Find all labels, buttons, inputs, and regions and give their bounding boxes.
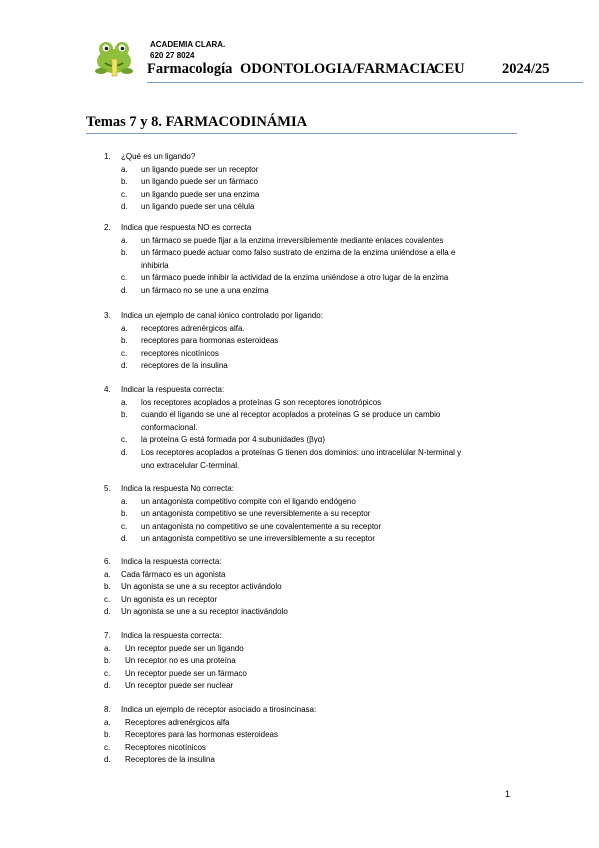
academy-contact <box>150 39 225 61</box>
option-text: Un agonista se une a su receptor activándolo <box>121 582 282 592</box>
option-text: receptores nicotínicos <box>141 348 219 358</box>
option-text: Receptores para las hormonas esteroideas <box>125 730 278 740</box>
academy-logo-frog <box>93 37 135 77</box>
option-letter: d. <box>121 286 128 295</box>
option-text: Receptores de la insulina <box>125 755 215 765</box>
option-text: un antagonista competitivo compite con el ligando endógeno <box>141 496 356 506</box>
option-letter: a. <box>121 496 128 506</box>
option-text: conformacional. <box>141 422 198 432</box>
option-letter: c. <box>104 594 111 604</box>
option-text: la proteína G está formada por 4 subunidades (βγα) <box>141 435 325 445</box>
option-letter: c. <box>121 189 128 199</box>
option-letter: c. <box>121 348 128 358</box>
option-letter: b. <box>121 410 128 420</box>
option-text: un ligando puede ser un receptor <box>141 164 259 174</box>
question-number: 2. <box>104 223 111 232</box>
option-text: cuando el ligando se une al receptor acoplados a proteínas G se produce un cambio <box>141 410 441 420</box>
option-text: receptores de la insulina <box>141 361 228 371</box>
option-text: Un agonista es un receptor <box>121 594 218 604</box>
option-letter: a. <box>121 164 128 174</box>
academy-name: ACADEMIA CLARA. <box>150 40 226 49</box>
question-text: Indica la respuesta correcta: <box>121 557 222 566</box>
option-text: un fármaco puede inhibir la actividad de la enzima uniéndose a otro lugar de la enzima <box>141 273 449 283</box>
option-letter: a. <box>121 235 128 245</box>
option-text: un fármaco no se une a una enzima <box>141 286 269 295</box>
option-text: Un receptor no es una proteína <box>125 656 236 666</box>
option-letter: b. <box>121 509 128 519</box>
option-text: Un receptor puede ser nuclear <box>125 681 234 691</box>
question-text: Indica la respuesta correcta: <box>121 631 222 640</box>
option-text: receptores adrenérgicos alfa. <box>141 323 245 333</box>
option-letter: d. <box>104 755 111 765</box>
option-text: los receptores acoplados a proteínas G son receptores ionotrópicos <box>141 397 382 407</box>
question-text: Indica un ejemplo de canal iónico controlado por ligando: <box>121 311 323 320</box>
option-letter: a. <box>104 717 111 727</box>
option-text: Receptores adrenérgicos alfa <box>125 717 230 727</box>
option-text: Un agonista se une a su receptor inactivándolo <box>121 607 288 617</box>
question-text: ¿Qué es un ligando? <box>121 152 196 161</box>
option-letter: c. <box>121 273 128 283</box>
page-title: Temas 7 y 8. FARMACODINÁMIA <box>86 114 308 130</box>
page-number: 1 <box>505 789 511 799</box>
question-number: 4. <box>104 385 111 394</box>
option-letter: a. <box>121 397 128 407</box>
question-number: 3. <box>104 311 111 320</box>
subject-label: Farmacología <box>147 61 233 77</box>
title-divider <box>86 133 517 134</box>
header-divider <box>147 82 583 83</box>
option-letter: d. <box>121 202 128 212</box>
option-letter: b. <box>121 177 128 187</box>
option-letter: a. <box>104 643 111 653</box>
option-letter: b. <box>121 336 128 346</box>
question-number: 8. <box>104 705 111 714</box>
option-text: Un receptor puede ser un ligando <box>125 643 244 653</box>
question-number: 6. <box>104 557 111 566</box>
question-number: 1. <box>104 152 111 161</box>
year-label: 2024/25 <box>502 61 550 77</box>
option-letter: b. <box>104 730 111 740</box>
question-text: Indica un ejemplo de receptor asociado a tirosincinasa: <box>121 705 317 714</box>
option-text: un antagonista competitivo se une reversiblemente a su receptor <box>141 509 371 519</box>
option-letter: b. <box>104 656 111 666</box>
option-letter: d. <box>104 681 111 691</box>
option-text: un fármaco se puede fijar a la enzima irreversiblemente mediante enlaces covalentes <box>141 235 444 245</box>
university-label: CEU <box>434 61 465 77</box>
option-letter: a. <box>104 569 111 579</box>
option-text: Receptores nicotínicos <box>125 742 206 752</box>
question-number: 7. <box>104 631 111 640</box>
degree-label: ODONTOLOGIA/FARMACIA <box>240 61 437 77</box>
option-text: un fármaco puede actuar como falso sustrato de enzima de la enzima uniéndose a ella e <box>141 248 456 258</box>
option-letter: c. <box>104 742 111 752</box>
option-letter: d. <box>104 607 111 617</box>
option-text: Los receptores acoplados a proteínas G tienen dos dominios: uno intracelular N-terminal y <box>141 448 462 457</box>
option-text: Cada fármaco es un agonista <box>121 569 226 579</box>
option-letter: c. <box>121 521 128 531</box>
option-letter: d. <box>121 534 128 544</box>
option-letter: c. <box>121 435 128 445</box>
option-text: un ligando puede ser una enzima <box>141 189 260 199</box>
option-letter: b. <box>121 248 128 258</box>
option-letter: d. <box>121 361 128 371</box>
question-number: 5. <box>104 484 111 493</box>
question-text: Indicar la respuesta correcta: <box>121 385 225 394</box>
question-text: Indica que respuesta NO es correcta <box>121 223 252 232</box>
option-text: un ligando puede ser un fármaco <box>141 177 258 187</box>
option-text: un antagonista competitivo se une irreversiblemente a su receptor <box>141 534 375 544</box>
option-letter: b. <box>104 582 111 592</box>
option-letter: c. <box>104 668 111 678</box>
option-letter: a. <box>121 323 128 333</box>
option-text: inhibirla <box>141 260 169 270</box>
question-text: Indica la respuesta No correcta: <box>121 484 234 493</box>
option-text: Un receptor puede ser un fármaco <box>125 668 247 678</box>
academy-phone: 620 27 8024 <box>150 51 195 60</box>
option-letter: d. <box>121 448 128 457</box>
option-text: receptores para hormonas esteroideas <box>141 336 279 346</box>
option-text: un antagonista no competitivo se une covalentemente a su receptor <box>141 521 382 531</box>
option-text: uno extracelular C-terminal. <box>141 460 240 470</box>
option-text: un ligando puede ser una célula <box>141 202 255 212</box>
